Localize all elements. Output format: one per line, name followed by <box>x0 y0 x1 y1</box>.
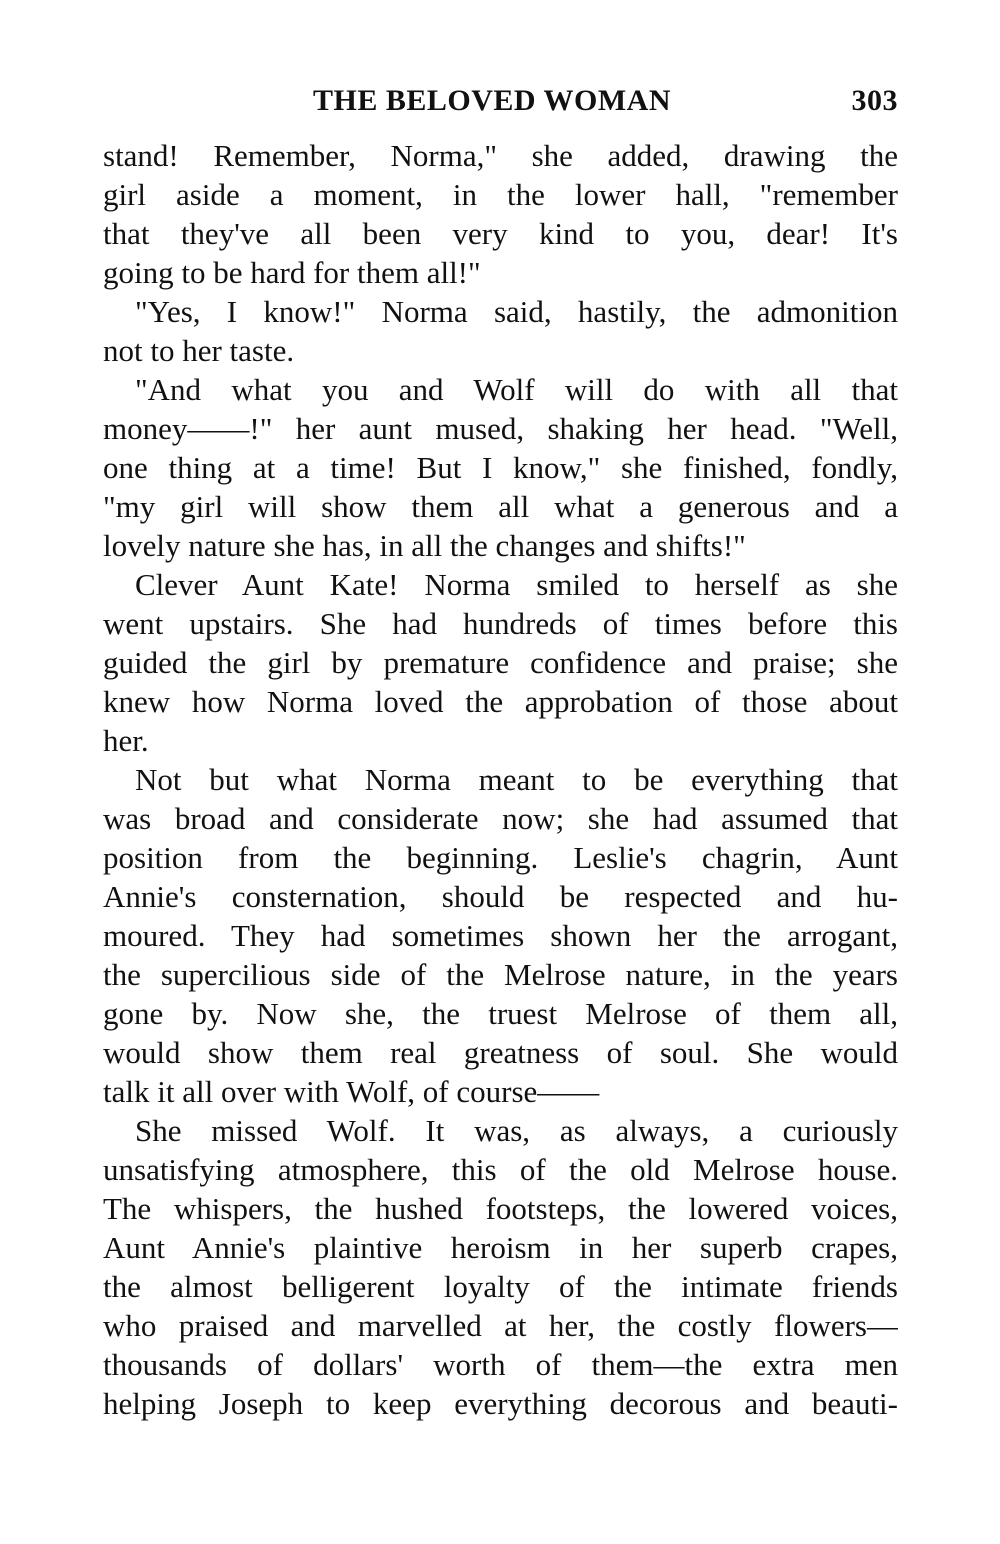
text-line: would show them real greatness of soul. She would <box>103 1035 898 1070</box>
running-head <box>103 84 898 126</box>
text-line: She missed Wolf. It was, as always, a curiously <box>135 1113 898 1148</box>
text-line: going to be hard for them all!" <box>103 255 481 290</box>
text-line: Annie's consternation, should be respected and hu- <box>103 879 898 914</box>
text-line: one thing at a time! But I know," she finished, fondly, <box>103 450 898 485</box>
page-number: 303 <box>851 84 898 117</box>
text-line: thousands of dollars' worth of them—the extra men <box>103 1347 898 1382</box>
text-line: girl aside a moment, in the lower hall, "remember <box>103 177 898 212</box>
book-page <box>103 84 898 1423</box>
text-line: money——!" her aunt mused, shaking her head. "Well, <box>103 411 898 446</box>
text-line: talk it all over with Wolf, of course—— <box>103 1074 600 1109</box>
text-line: not to her taste. <box>103 333 295 368</box>
text-line: knew how Norma loved the approbation of those about <box>103 684 898 719</box>
text-line: helping Joseph to keep everything decorous and beauti- <box>103 1386 898 1421</box>
text-line: Clever Aunt Kate! Norma smiled to herself as she <box>135 567 898 602</box>
text-line: Not but what Norma meant to be everything that <box>135 762 898 797</box>
text-line: unsatisfying atmosphere, this of the old Melrose house. <box>103 1152 898 1187</box>
body-text <box>103 136 898 1423</box>
text-line: The whispers, the hushed footsteps, the lowered voices, <box>103 1191 898 1226</box>
text-line: Aunt Annie's plaintive heroism in her superb crapes, <box>103 1230 898 1265</box>
text-line: who praised and marvelled at her, the costly flowers— <box>103 1308 898 1343</box>
text-line: "Yes, I know!" Norma said, hastily, the admonition <box>135 294 898 329</box>
running-title: THE BELOVED WOMAN <box>313 84 671 117</box>
text-line: the almost belligerent loyalty of the intimate friends <box>103 1269 898 1304</box>
text-line: stand! Remember, Norma," she added, drawing the <box>103 138 898 173</box>
text-line: lovely nature she has, in all the changes and shifts!" <box>103 528 746 563</box>
text-line: was broad and considerate now; she had assumed that <box>103 801 898 836</box>
text-line: "And what you and Wolf will do with all that <box>135 372 898 407</box>
text-line: her. <box>103 723 149 758</box>
text-line: position from the beginning. Leslie's chagrin, Aunt <box>103 840 898 875</box>
text-line: that they've all been very kind to you, dear! It's <box>103 216 898 251</box>
text-line: the supercilious side of the Melrose nature, in the years <box>103 957 898 992</box>
text-line: moured. They had sometimes shown her the arrogant, <box>103 918 898 953</box>
text-line: guided the girl by premature confidence and praise; she <box>103 645 898 680</box>
text-line: gone by. Now she, the truest Melrose of them all, <box>103 996 898 1031</box>
text-line: went upstairs. She had hundreds of times before this <box>103 606 898 641</box>
text-line: "my girl will show them all what a generous and a <box>103 489 898 524</box>
